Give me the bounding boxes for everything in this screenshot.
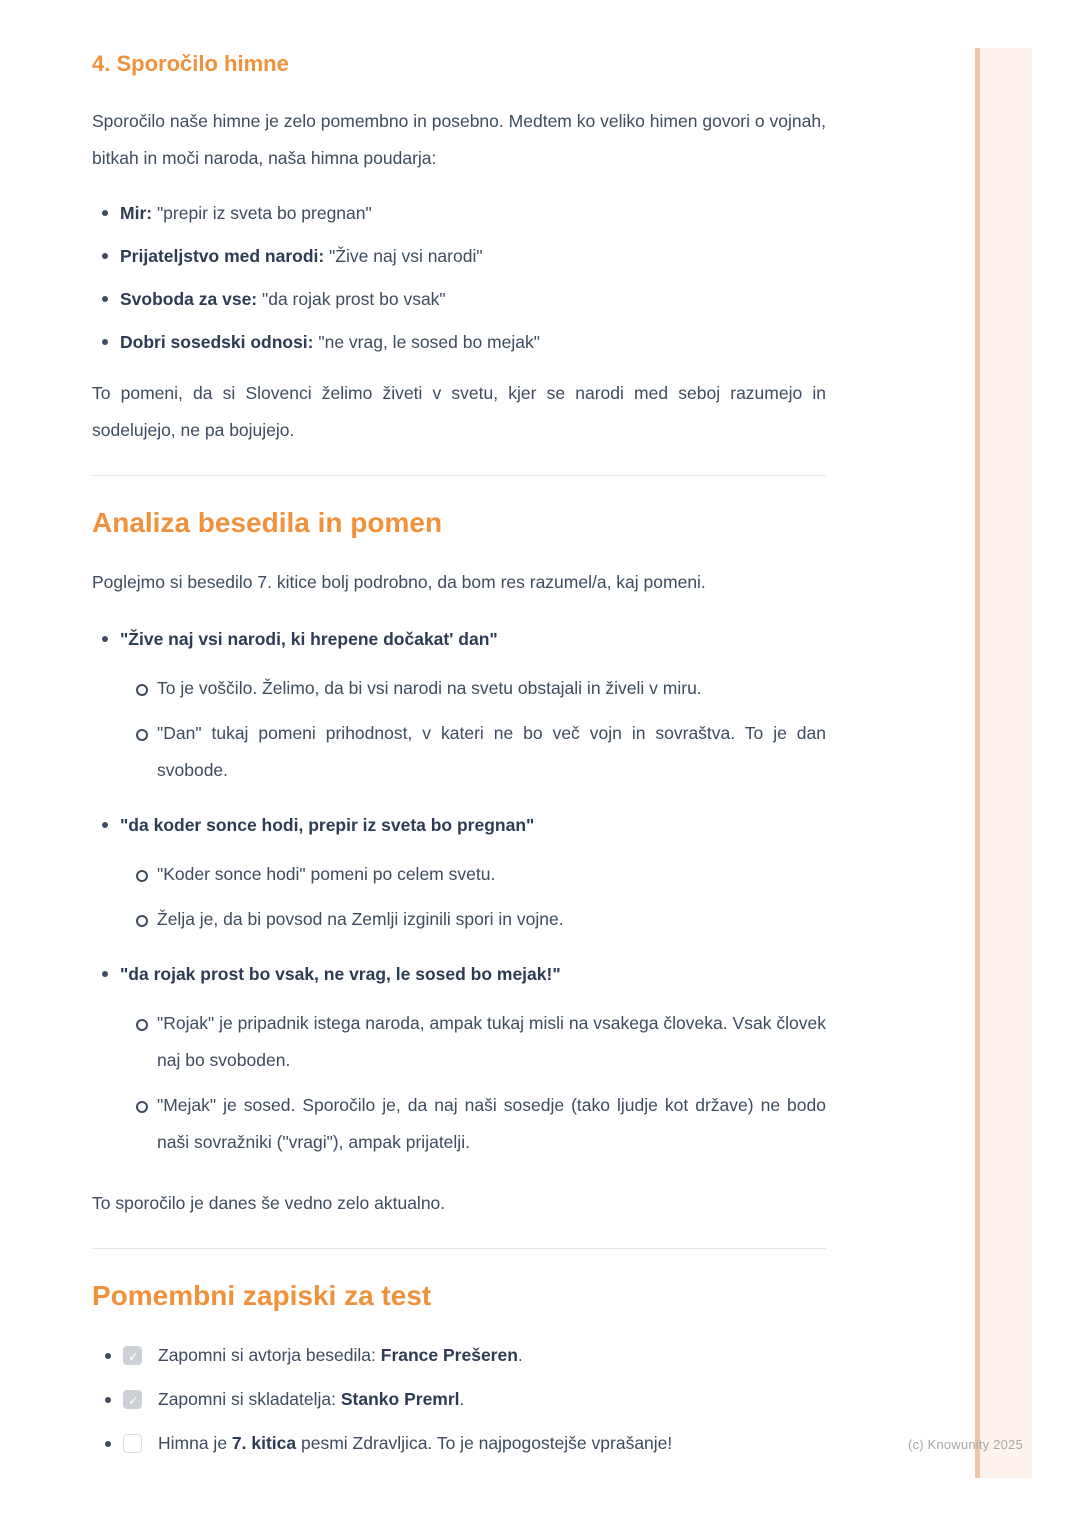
checklist-text: Himna je — [158, 1433, 232, 1453]
note-item: To je voščilo. Želimo, da bi vsi narodi na svetu obstajali in živeli v miru. — [129, 670, 826, 707]
list-item — [92, 238, 826, 275]
checklist-highlight: Stanko Premrl — [340, 1389, 460, 1409]
point-label: Dobri sosedski odnosi: — [120, 332, 314, 352]
note-item: "Rojak" je pripadnik istega naroda, ampak tukaj misli na vsakega človeka. Vsak človek naj bo svoboden. — [129, 1005, 826, 1079]
analysis-conclusion-paragraph: To sporočilo je danes še vedno zelo aktualno. — [92, 1193, 446, 1213]
checklist-text: Zapomni si avtorja besedila: — [158, 1345, 381, 1365]
analysis-list — [92, 621, 826, 1161]
point-label: Mir: — [120, 203, 153, 223]
list-item — [92, 621, 826, 789]
point-text: "prepir iz sveta bo pregnan" — [156, 203, 372, 223]
list-item — [92, 956, 826, 1161]
point-text: "Žive naj vsi narodi" — [329, 246, 483, 266]
checklist-text: . — [459, 1389, 465, 1409]
note-item: Želja je, da bi povsod na Zemlji izginili spori in vojne. — [129, 901, 826, 938]
verse-quote: "Žive naj vsi narodi, ki hrepene dočakat' dan" — [120, 629, 498, 649]
point-label: Prijateljstvo med narodi: — [120, 246, 325, 266]
analysis-intro-paragraph: Poglejmo si besedilo 7. kitice bolj podrobno, da bom res razumel/a, kaj pomeni. — [92, 572, 706, 592]
copyright-watermark: (c) Knowunity 2025 — [908, 1437, 1023, 1452]
decorative-side-stripe — [975, 48, 1032, 1478]
list-item — [92, 807, 826, 938]
checklist-text: Zapomni si skladatelja: — [158, 1389, 341, 1409]
document-content — [92, 50, 826, 1469]
section-title-pomembni-zapiski: Pomembni zapiski za test — [92, 1280, 432, 1311]
point-label: Svoboda za vse: — [120, 289, 258, 309]
note-item: "Mejak" je sosed. Sporočilo je, da naj naši sosedje (tako ljudje kot države) ne bodo naši sovražniki ("vragi"), ampak prijatelji. — [129, 1087, 826, 1161]
checklist-highlight: 7. kitica — [231, 1433, 297, 1453]
checklist-highlight: France Prešeren — [380, 1345, 518, 1365]
note-item: "Koder sonce hodi" pomeni po celem svetu. — [129, 856, 826, 893]
checkbox[interactable] — [123, 1390, 142, 1409]
point-text: "da rojak prost bo vsak" — [262, 289, 446, 309]
note-sublist — [129, 856, 826, 938]
checkbox[interactable] — [123, 1434, 142, 1453]
checklist-item — [92, 1381, 826, 1418]
list-item — [92, 324, 826, 361]
verse-quote: "da rojak prost bo vsak, ne vrag, le sosed bo mejak!" — [120, 964, 561, 984]
list-item — [92, 195, 826, 232]
note-sublist — [129, 1005, 826, 1161]
message-intro-paragraph: Sporočilo naše himne je zelo pomembno in posebno. Medtem ko veliko himen govori o vojnah, bitkah in moči naroda, naša himna poudarja: — [92, 111, 826, 168]
checklist-text: pesmi Zdravljica. To je najpogostejše vprašanje! — [296, 1433, 673, 1453]
checklist-item — [92, 1425, 826, 1462]
section-title-sporocilo-himne: 4. Sporočilo himne — [92, 51, 289, 76]
checklist-text: . — [517, 1345, 523, 1365]
section-divider — [92, 475, 826, 476]
test-checklist — [92, 1337, 826, 1462]
checkbox[interactable] — [123, 1346, 142, 1365]
section-divider — [92, 1248, 826, 1249]
message-points-list — [92, 195, 826, 361]
checklist-item — [92, 1337, 826, 1374]
list-item — [92, 281, 826, 318]
note-sublist — [129, 670, 826, 789]
message-conclusion-paragraph: To pomeni, da si Slovenci želimo živeti v svetu, kjer se narodi med seboj razumejo in sodelujejo, ne pa bojujejo. — [92, 383, 826, 440]
section-title-analiza: Analiza besedila in pomen — [92, 507, 443, 538]
note-item: "Dan" tukaj pomeni prihodnost, v kateri ne bo več vojn in sovraštva. To je dan svobode. — [129, 715, 826, 789]
verse-quote: "da koder sonce hodi, prepir iz sveta bo pregnan" — [120, 815, 535, 835]
point-text: "ne vrag, le sosed bo mejak" — [318, 332, 540, 352]
